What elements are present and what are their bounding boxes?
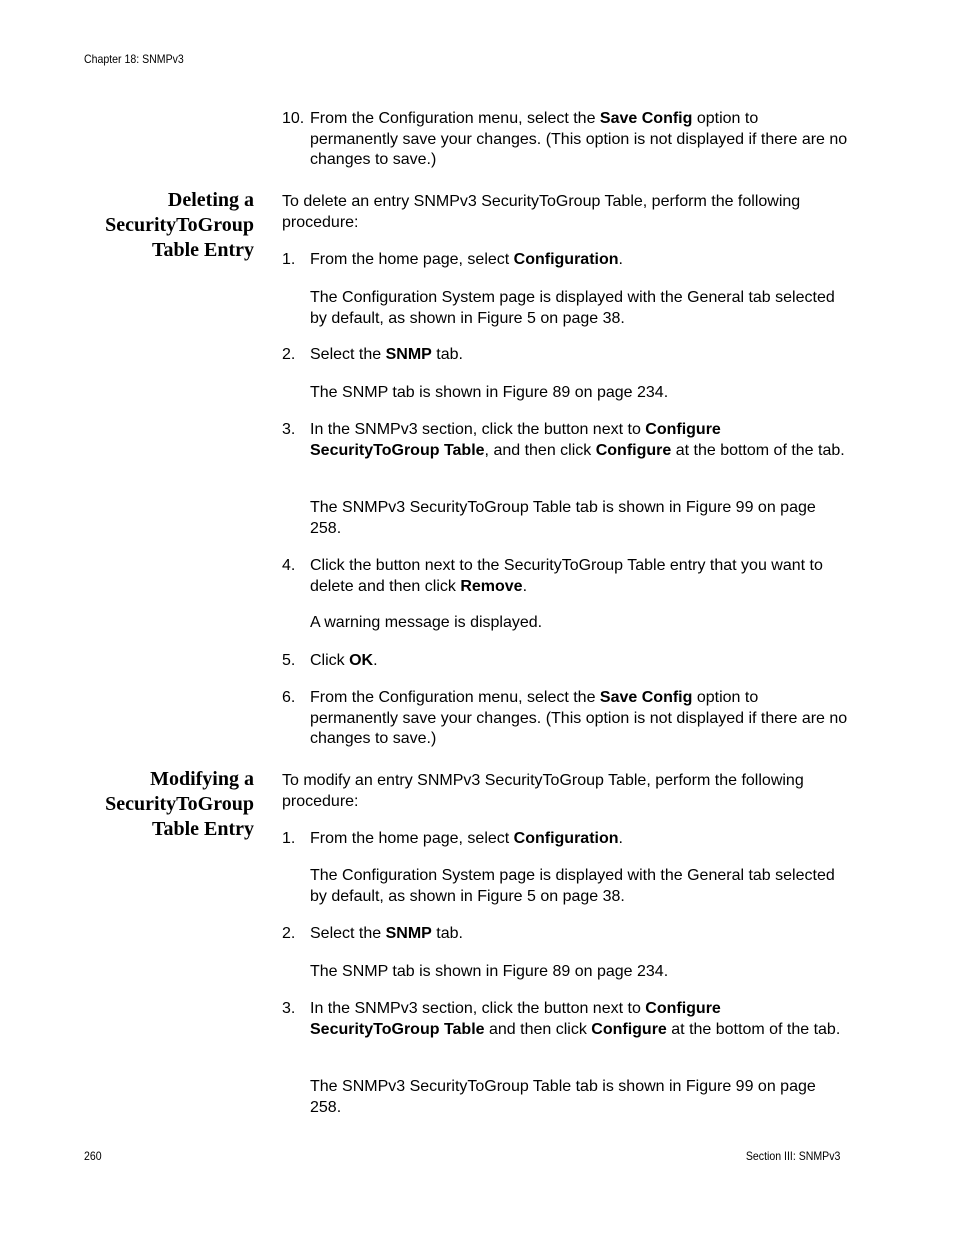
- step-text: In the SNMPv3 section, click the button next to Configure SecurityToGroup Table and then click Configure at the bottom of the tab.: [310, 1000, 841, 1038]
- step-number: 2.: [282, 346, 296, 363]
- step-note: The Configuration System page is displayed with the General tab selected by default, as shown in Figure 5 on page 38.: [310, 289, 835, 327]
- section-footer: Section III: SNMPv3: [745, 1149, 840, 1163]
- chapter-header: Chapter 18: SNMPv3: [84, 52, 184, 66]
- step-number: 2.: [282, 925, 296, 942]
- step-number: 6.: [282, 689, 296, 706]
- section-intro: To modify an entry SNMPv3 SecurityToGroup Table, perform the following procedure:: [282, 772, 804, 810]
- step-note: The SNMP tab is shown in Figure 89 on page 234.: [310, 384, 669, 401]
- step-text: In the SNMPv3 section, click the button next to Configure SecurityToGroup Table, and then click Configure at the bottom of the tab.: [310, 421, 845, 459]
- step-note: The SNMPv3 SecurityToGroup Table tab is shown in Figure 99 on page 258.: [310, 499, 816, 537]
- step-text: From the home page, select Configuration.: [310, 251, 623, 268]
- step-note: The Configuration System page is displayed with the General tab selected by default, as shown in Figure 5 on page 38.: [310, 867, 835, 905]
- step-note: The SNMPv3 SecurityToGroup Table tab is shown in Figure 99 on page 258.: [310, 1078, 816, 1116]
- step-number: 1.: [282, 251, 296, 268]
- step-number: 10.: [282, 110, 305, 127]
- step-note: A warning message is displayed.: [310, 614, 543, 631]
- step-text: Select the SNMP tab.: [310, 925, 463, 942]
- step-text: Click the button next to the SecurityToGroup Table entry that you want to delete and then click Remove.: [310, 557, 823, 595]
- section-intro: To delete an entry SNMPv3 SecurityToGroup Table, perform the following procedure:: [282, 193, 801, 231]
- step-text: From the home page, select Configuration.: [310, 830, 623, 847]
- section-heading-delete: Deleting a SecurityToGroup Table Entry: [105, 189, 254, 261]
- step-number: 5.: [282, 652, 296, 669]
- step-note: The SNMP tab is shown in Figure 89 on page 234.: [310, 963, 669, 980]
- step-text: From the Configuration menu, select the Save Config option to permanently save your changes. (This option is not displayed if there are no changes to save.): [310, 110, 848, 168]
- section-heading-modify: Modifying a SecurityToGroup Table Entry: [105, 768, 254, 840]
- step-text: Click OK.: [310, 652, 378, 669]
- step-number: 3.: [282, 1000, 296, 1017]
- step-number: 4.: [282, 557, 296, 574]
- step-text: From the Configuration menu, select the Save Config option to permanently save your changes. (This option is not displayed if there are no changes to save.): [310, 689, 848, 747]
- step-number: 1.: [282, 830, 296, 847]
- step-number: 3.: [282, 421, 296, 438]
- page-number: 260: [84, 1149, 102, 1163]
- step-text: Select the SNMP tab.: [310, 346, 463, 363]
